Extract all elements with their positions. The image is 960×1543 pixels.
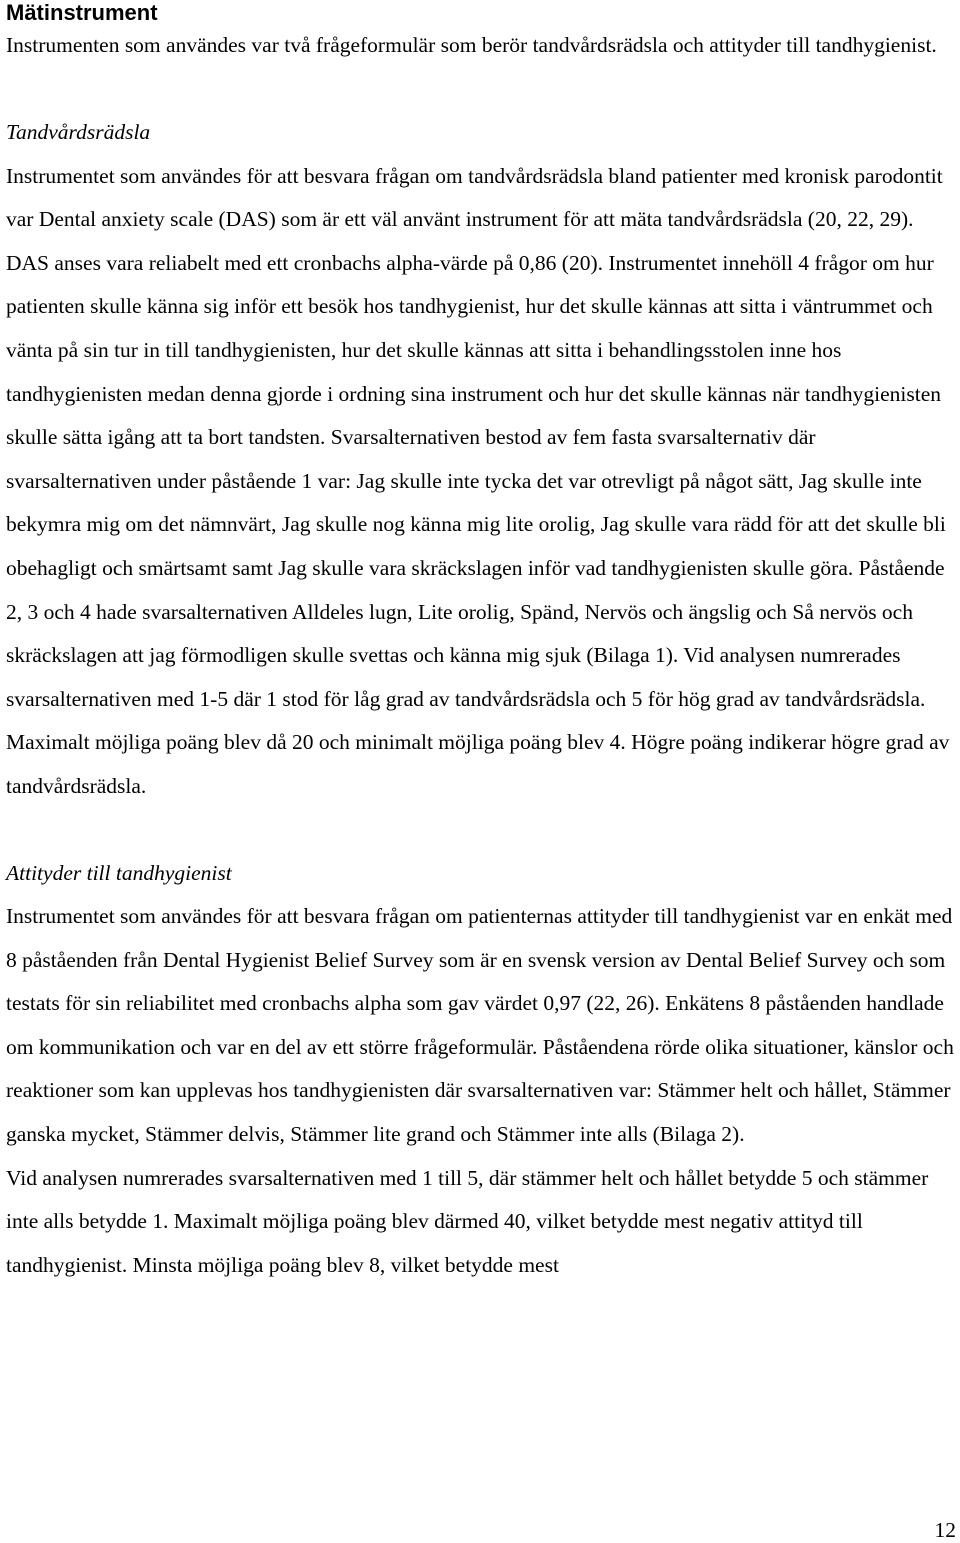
intro-paragraph: Instrumenten som användes var två frågeformulär som berör tandvårdsrädsla och attityder till tandhygienist.	[6, 33, 937, 57]
document-page	[6, 0, 958, 1287]
section-heading: Mätinstrument	[6, 0, 158, 25]
paragraph-tandvardsradsla: Instrumentet som användes för att besvara frågan om tandvårdsrädsla bland patienter med kronisk parodontit var Dental anxiety scale (DAS) som är ett väl använt instrument för att mäta tandvårdsrädsla (20, 22, 29). DAS anses vara reliabelt med ett cronbachs alpha-värde på 0,86 (20). Instrumentet innehöll 4 frågor om hur patienten skulle känna sig inför ett besök hos tandhygienist, hur det skulle kännas att sitta i väntrummet och vänta på sin tur in till tandhygienisten, hur det skulle kännas att sitta i behandlingsstolen inne hos tandhygienisten medan denna gjorde i ordning sina instrument och hur det skulle kännas när tandhygienisten skulle sätta igång att ta bort tandsten. Svarsalternativen bestod av fem fasta svarsalternativ där svarsalternativen under påstående 1 var: Jag skulle inte tycka det var otrevligt på något sätt, Jag skulle inte bekymra mig om det nämnvärt, Jag skulle nog känna mig lite orolig, Jag skulle vara rädd för att det skulle bli obehagligt och smärtsamt samt Jag skulle vara skräckslagen inför vad tandhygienisten skulle göra. Påstående 2, 3 och 4 hade svarsalternativen Alldeles lugn, Lite orolig, Spänd, Nervös och ängslig och Så nervös och skräckslagen att jag förmodligen skulle svettas och känna mig sjuk (Bilaga 1). Vid analysen numrerades svarsalternativen med 1-5 där 1 stod för låg grad av tandvårdsrädsla och 5 för hög grad av tandvårdsrädsla. Maximalt möjliga poäng blev då 20 och minimalt möjliga poäng blev 4. Högre poäng indikerar högre grad av tandvårdsrädsla.	[6, 163, 950, 798]
spacer	[6, 67, 958, 111]
spacer	[6, 809, 958, 852]
paragraph-attityder-analys: Vid analysen numrerades svarsalternativen med 1 till 5, där stämmer helt och hållet betydde 5 och stämmer inte alls betydde 1. Maximalt möjliga poäng blev därmed 40, vilket betydde mest negativ attityd till tandhygienist. Minsta möjliga poäng blev 8, vilket betydde mest	[6, 1165, 929, 1277]
subsection-title-attityder: Attityder till tandhygienist	[6, 860, 232, 885]
subsection-title-tandvardsradsla: Tandvårdsrädsla	[6, 120, 151, 144]
paragraph-attityder: Instrumentet som användes för att besvara frågan om patienternas attityder till tandhygienist var en enkät med 8 påståenden från Dental Hygienist Belief Survey som är en svensk version av Dental Belief Survey och som testats för sin reliabilitet med cronbachs alpha som gav värdet 0,97 (22, 26). Enkätens 8 påståenden handlade om kommunikation och var en del av ett större frågeformulär. Påståendena rörde olika situationer, känslor och reaktioner som kan upplevas hos tandhygienisten där svarsalternativen var: Stämmer helt och hållet, Stämmer ganska mycket, Stämmer delvis, Stämmer lite grand och Stämmer inte alls (Bilaga 2).	[6, 904, 954, 1147]
page-number: 12	[934, 1518, 956, 1542]
